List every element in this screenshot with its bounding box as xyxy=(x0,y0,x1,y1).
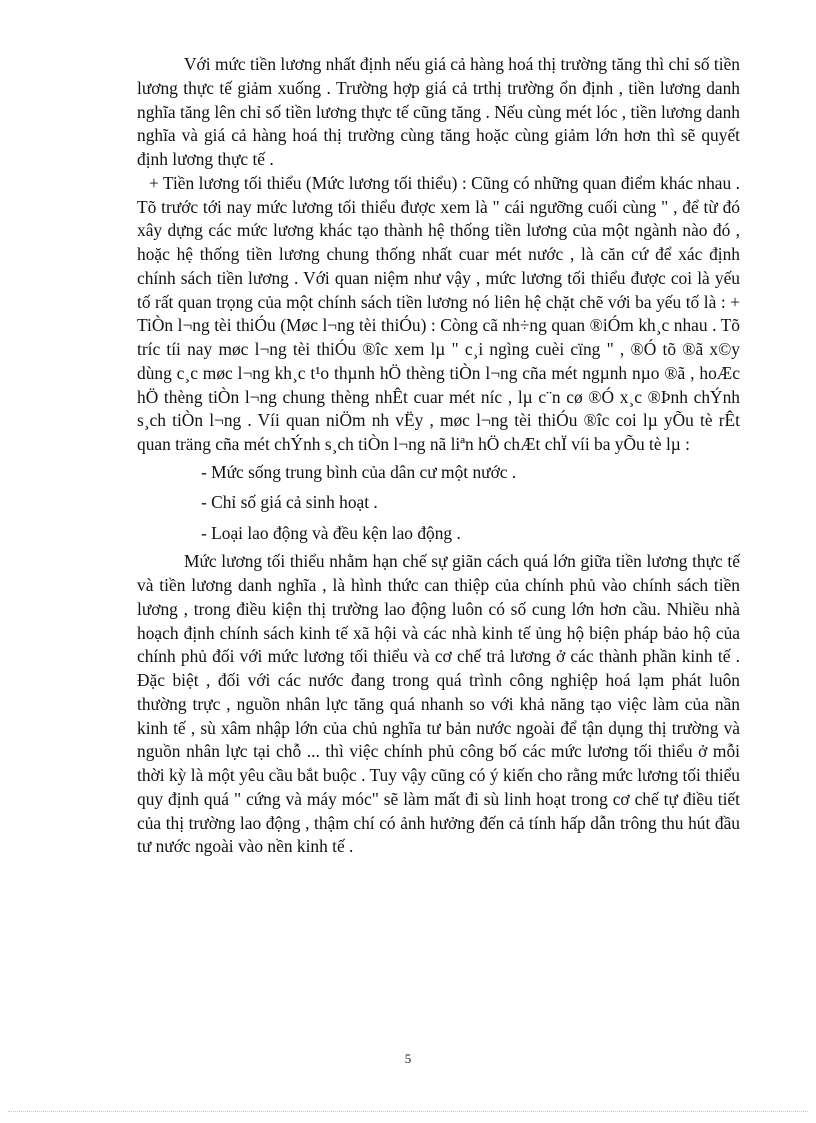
factor-list xyxy=(137,457,740,549)
list-item: - Chỉ số giá cả sinh hoạt . xyxy=(201,492,378,513)
paragraph-real-wage: Với mức tiền lương nhất định nếu giá cả hàng hoá thị trường tăng thì chỉ số tiền lương thực tế giảm xuống . Trường hợp giá cả trthị trường ổn định , tiền lương danh nghĩa tăng lên chỉ số tiền lương thực tế cũng tăng . Nếu cùng mét lóc , tiền lương danh nghĩa và giá cả hàng hoá thị trường cùng tăng hoặc cùng giảm lớn hơn thì sẽ quyết định lương thực tế . xyxy=(137,54,740,169)
footer-divider xyxy=(8,1111,808,1112)
document-body xyxy=(137,53,740,859)
list-item: - Mức sống trung bình của dân cư một nước . xyxy=(201,461,517,482)
paragraph-minimum-wage: + Tiền lương tối thiểu (Mức lương tối thiểu) : Cũng có những quan điểm khác nhau . Tõ trước tới nay mức lương tối thiểu được xem là " cái ngưỡng cuối cùng " , để từ đó xây dựng các mức lương khác tạo thành hệ thống tiền lương của một ngành nào đó , hoặc hệ thống tiền lương chung thống nhất cuar mét nước , là căn cứ để xác định chính sách tiền lương . Với quan niệm như vậy , mức lương tối thiểu được coi là yếu tố rất quan trọng của một chính sách tiền lương nó liên hệ chặt chẽ với ba yếu tố là : + TiÒn l¬ng tèi thiÓu (Møc l¬ng tèi thiÓu) : Còng cã nh÷ng quan ®iÓm kh¸c nhau . Tõ tríc tíi nay møc l¬ng tèi thiÓu ®îc xem lµ " c¸i ngìng cuèi cïng " , ®Ó tõ ®ã x©y dùng c¸c møc l¬ng kh¸c t¹o thµnh hÖ thèng tiÒn l¬ng cña mét ngµnh nµo ®ã , hoÆc hÖ thèng tiÒn l¬ng chung thèng nhÊt cuar mét níc , lµ c¨n cø ®Ó x¸c ®Þnh chÝnh s¸ch tiÒn l¬ng . Víi quan niÖm nh vËy , møc l¬ng tèi thiÓu ®îc coi lµ yÕu tè rÊt quan träng cña mét chÝnh s¸ch tiÒn l¬ng nã liªn hÖ chÆt chÏ víi ba yÕu tè lµ : xyxy=(137,172,740,454)
list-item: - Loại lao động và đều kện lao động . xyxy=(201,522,461,543)
page-number: 5 xyxy=(404,1051,412,1066)
paragraph-minimum-wage-policy: Mức lương tối thiểu nhằm hạn chế sự giãn cách quá lớn giữa tiền lương thực tế và tiền lương danh nghĩa , là hình thức can thiệp của chính phủ vào chính sách tiền lương , trong điều kiện thị trường lao động luôn có số cung lớn hơn cầu. Nhiều nhà hoạch định chính sách kinh tế xã hội và các nhà kinh tế ủng hộ biện pháp bảo hộ của chính phủ đối với mức lương tối thiểu và cơ chế trả lương ở các thành phần kinh tế . Đặc biệt , đối với các nước đang trong quá trình công nghiệp hoá lạm phát luôn thường trực , nguồn nhân lực tăng quá nhanh so với khả năng tạo việc làm của nần kinh tế , sù xâm nhập lớn của chủ nghĩa tư bản nước ngoài để tận dụng thị trường và nguồn nhân lực tại chỗ ... thì việc chính phủ công bố các mức lương tối thiểu ở mỗi thời kỳ là một yêu cầu bắt buộc . Tuy vậy cũng có ý kiến cho rằng mức lương tối thiểu quy định quá " cứng và máy móc" sẽ làm mất đi sù linh hoạt trong cơ chế tự điều tiết của thị trường lao động , thậm chí có ảnh hưởng đến cả tính hấp dẫn trông thu hút đầu tư nước ngoài vào nền kinh tế . xyxy=(137,551,740,857)
